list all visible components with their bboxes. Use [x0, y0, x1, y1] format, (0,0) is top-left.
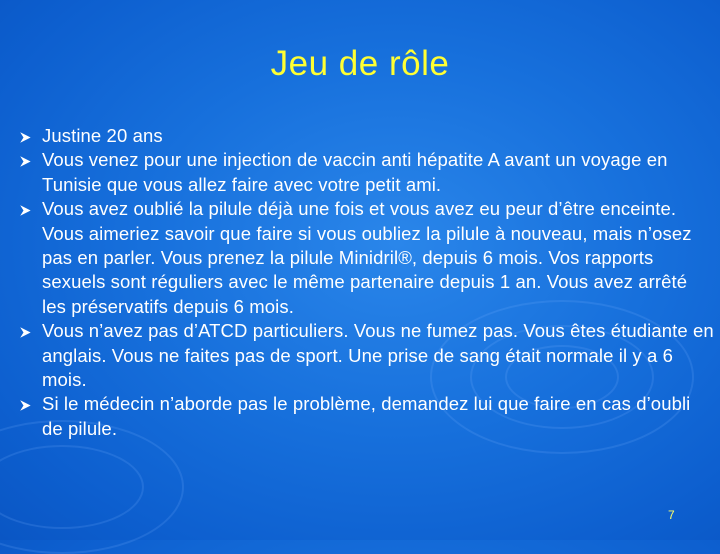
- bullet-item: [20, 197, 715, 319]
- arrowhead-bullet-icon: [20, 132, 31, 143]
- bullet-text: Vous avez oublié la pilule déjà une fois et vous avez eu peur d’être enceinte. Vous aimeriez savoir que faire si vous oubliez la pilule à nouveau, mais n’osez pas en parler. Vous prenez la pilule Minidril®, depuis 6 mois. Vos rapports sexuels sont réguliers avec le même partenaire depuis 1 an. Vous avez arrêté les préservatifs depuis 6 mois.: [42, 198, 692, 317]
- bullet-text: Justine 20 ans: [42, 125, 163, 146]
- bullet-item: [20, 392, 715, 441]
- bullet-text: Si le médecin n’aborde pas le problème, demandez lui que faire en cas d’oubli de pilule.: [42, 393, 691, 439]
- arrowhead-bullet-icon: [20, 205, 31, 216]
- bullet-text: Vous venez pour une injection de vaccin anti hépatite A avant un voyage en Tunisie que vous allez faire avec votre petit ami.: [42, 149, 668, 195]
- arrowhead-bullet-icon: [20, 156, 31, 167]
- bullet-text: Vous n’avez pas d’ATCD particuliers. Vous ne fumez pas. Vous êtes étudiante en anglais. Vous ne faites pas de sport. Une prise de sang était normale il y a 6 mois.: [42, 320, 714, 391]
- page-number: 7: [668, 508, 675, 522]
- bullet-item: [20, 148, 715, 197]
- arrowhead-bullet-icon: [20, 400, 31, 411]
- bullet-item: [20, 319, 715, 392]
- bullet-item: [20, 124, 715, 148]
- bullet-list: [20, 124, 715, 441]
- arrowhead-bullet-icon: [20, 327, 31, 338]
- slide-title: Jeu de rôle: [270, 44, 450, 83]
